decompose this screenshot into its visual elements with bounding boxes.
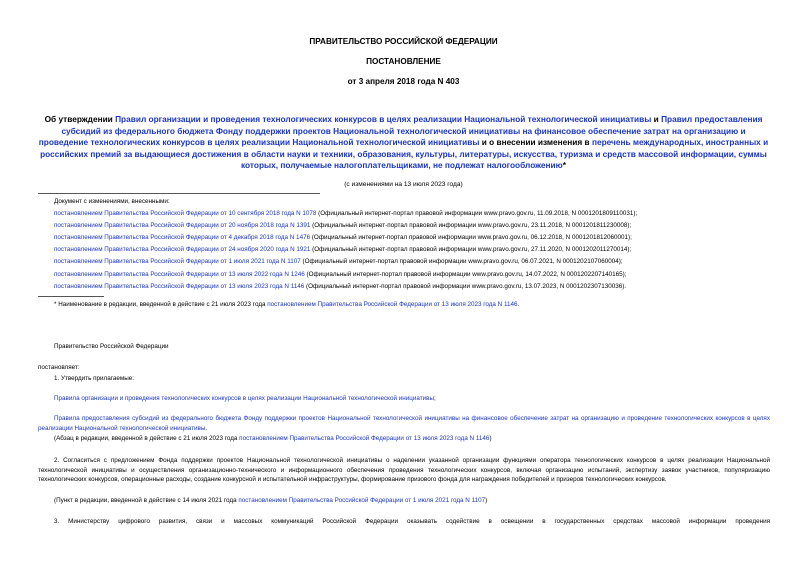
abzac-note: (Абзац в редакции, введенной в действие с 21 июля 2023 года постановлением Правительства Российской Федерации от 13 июля 2023 года N 1146) (54, 435, 492, 442)
document-type: ПОСТАНОВЛЕНИЕ (366, 57, 441, 66)
footnote: * Наименование в редакции, введенной в действие с 21 июля 2023 года постановлением Правительства Российской Федерации от 13 июля 2023 года N 1146. (54, 301, 520, 308)
amendment-item: постановлением Правительства Российской Федерации от 20 ноября 2018 года N 1391 (Официальный интернет-портал правовой информации www.pravo.gov.ru, 23.11.2018, N 0001201811230008); (54, 222, 632, 230)
punkt-link[interactable]: постановлением Правительства Российской Федерации от 1 июля 2021 года N 1107 (238, 497, 486, 504)
title-link-prizes-list[interactable]: перечень международных, иностранных и российских премий за выдающиеся достижения в области науки и техники, образования, культуры, литературы, искусства, туризма и средств массовой информации, суммы которых, получаемые налогоплательщиками, не подлежат налогообложению (40, 137, 769, 171)
amendments-intro: Документ с изменениями, внесенными: (54, 198, 170, 205)
changes-note: (с изменениями на 13 июля 2023 года) (344, 181, 463, 188)
amendment-link[interactable]: постановлением Правительства Российской Федерации от 20 ноября 2018 года N 1391 (54, 222, 311, 230)
amendment-link[interactable]: постановлением Правительства Российской Федерации от 13 июля 2022 года N 1246 (54, 270, 305, 278)
title-mid2: и о внесении изменения в (479, 137, 592, 148)
amendment-link[interactable]: постановлением Правительства Российской Федерации от 13 июля 2023 года N 1146 (54, 282, 305, 290)
footnote-divider (38, 296, 104, 297)
title-mid: и (651, 114, 662, 124)
amendment-link[interactable]: постановлением Правительства Российской Федерации от 24 ноября 2020 года N 1921 (54, 246, 311, 254)
footnote-link[interactable]: постановлением Правительства Российской Федерации от 13 июля 2023 года N 1146 (267, 301, 518, 308)
amendments-divider (38, 193, 320, 194)
document-date-number: от 3 апреля 2018 года N 403 (347, 77, 460, 86)
amendments-list (54, 196, 784, 293)
abzac-link[interactable]: постановлением Правительства Российской Федерации от 13 июля 2023 года N 1146 (239, 435, 490, 442)
paragraph-2: 2. Согласиться с предложением Фонда поддержки проектов Национальной технологической инициативы о наделении указанной организации функциями оператора технологических конкурсов в целях реализации Национальной технологической инициативы и осуществления организационно-технического и информационного обеспечения проведения технологических конкурсов, включая организацию испытаний, экспертизу заявок участников, популяризацию технологических конкурсов, операционные расходы, создание конкурсной и испытательной инфраструктуры, формирование призового фонда для награждения победителей и призеров технологических конкурсов. (38, 457, 770, 483)
amendment-link[interactable]: постановлением Правительства Российской Федерации от 10 сентября 2018 года N 1078 (54, 210, 317, 218)
amendment-item: постановлением Правительства Российской Федерации от 24 ноября 2020 года N 1921 (Официальный интернет-портал правовой информации www.pravo.gov.ru, 27.11.2020, N 0001202011270014); (54, 246, 632, 254)
rules-1-link[interactable]: Правила организации и проведения технологических конкурсов в целях реализации Национальной технологической инициативы (54, 395, 435, 402)
amendment-item: постановлением Правительства Российской Федерации от 13 июля 2022 года N 1246 (Официальный интернет-портал правовой информации www.pravo.gov.ru, 14.07.2022, N 0001202207140165); (54, 270, 627, 278)
title-suffix: * (562, 160, 566, 171)
amendment-item: постановлением Правительства Российской Федерации от 13 июля 2023 года N 1146 (Официальный интернет-портал правовой информации www.pravo.gov.ru, 13.07.2023, N 0001202307130036). (54, 282, 627, 290)
amendment-item: постановлением Правительства Российской Федерации от 1 июля 2021 года N 1107 (Официальный интернет-портал правовой информации www.pravo.gov.ru, 06.07.2021, N 0001202107060004); (54, 258, 623, 266)
document-title (36, 114, 771, 172)
title-prefix: Об утверждении (44, 114, 116, 124)
punkt-note: (Пункт в редакции, введенной в действие с 14 июля 2021 года постановлением Правительства Российской Федерации от 1 июля 2021 года N 1107) (54, 497, 488, 504)
amendment-item: постановлением Правительства Российской Федерации от 4 декабря 2018 года N 1476 (Официальный интернет-портал правовой информации www.pravo.gov.ru, 06.12.2018, N 0001201812060001); (54, 234, 632, 242)
title-link-rules-subsidies[interactable]: Правил предоставления субсидий из федерального бюджета Фонду поддержки проектов Национальной технологической инициативы на финансовое обеспечение затрат на организацию и проведение технологических конкурсов в целях реализации Национальной технологической инициативы (38, 114, 763, 148)
government-header: ПРАВИТЕЛЬСТВО РОССИЙСКОЙ ФЕДЕРАЦИИ (309, 37, 498, 46)
rules-2-link[interactable]: Правила предоставления субсидий из федерального бюджета Фонду поддержки проектов Национальной технологической инициативы на финансовое обеспечение затрат на организацию и проведение технологических конкурсов в целях реализации Национальной технологической инициативы (38, 415, 770, 432)
body-decides: постановляет: (38, 364, 80, 371)
rules-2-line: Правила предоставления субсидий из федерального бюджета Фонду поддержки проектов Национальной технологической инициативы на финансовое обеспечение затрат на организацию и проведение технологических конкурсов в целях реализации Национальной технологической инициативы. (38, 415, 770, 432)
amendment-link[interactable]: постановлением Правительства Российской Федерации от 1 июля 2021 года N 1107 (54, 258, 301, 266)
amendment-link[interactable]: постановлением Правительства Российской Федерации от 4 декабря 2018 года N 1476 (54, 234, 311, 242)
paragraph-1: 1. Утвердить прилагаемые: (54, 375, 134, 382)
rules-1-line: Правила организации и проведения технологических конкурсов в целях реализации Национальной технологической инициативы; (54, 395, 436, 402)
paragraph-3: 3. Министерству цифрового развития, связи и массовых коммуникаций Российской Федерации оказывать содействие в освещении в государственных средствах массовой информации проведения (54, 518, 770, 525)
amendment-item: постановлением Правительства Российской Федерации от 10 сентября 2018 года N 1078 (Официальный интернет-портал правовой информации www.pravo.gov.ru, 11.09.2018, N 0001201809110031); (54, 210, 638, 218)
body-government: Правительство Российской Федерации (54, 343, 169, 350)
title-link-rules-contests[interactable]: Правил организации и проведения технологических конкурсов в целях реализации Национальной технологической инициативы (115, 114, 652, 124)
